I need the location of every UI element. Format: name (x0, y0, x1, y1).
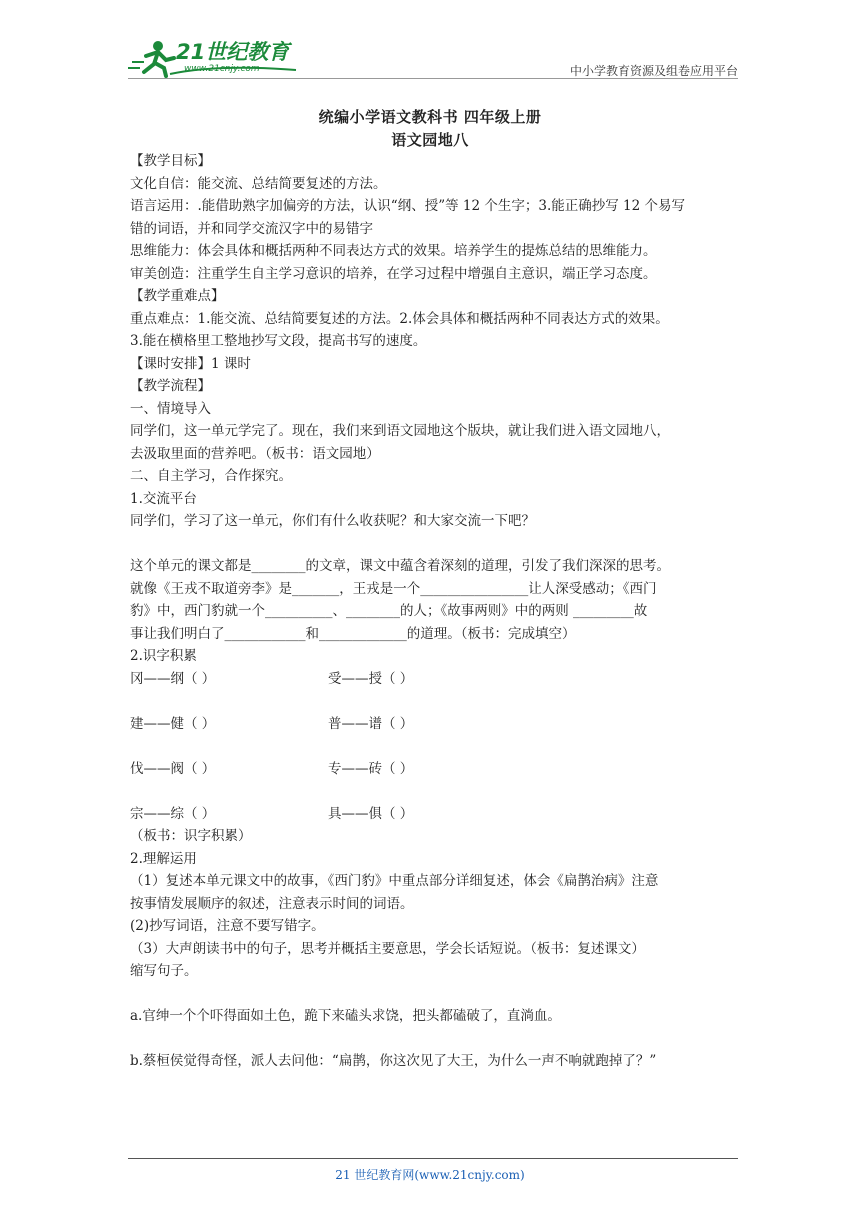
text-line: 思维能力：体会具体和概括两种不同表达方式的效果。培养学生的提炼总结的思维能力。 (130, 243, 657, 259)
footer-text: 21 世纪教育网(www.21cnjy.com) (335, 1168, 525, 1182)
char-pair-right: 受——授（ ） (328, 670, 414, 687)
blank-line (130, 983, 736, 1006)
text-line: 2.识字积累 (130, 648, 197, 664)
doc-body (130, 150, 736, 1073)
char-pair-row (130, 713, 736, 736)
char-pair-row (130, 668, 736, 691)
char-pair-row (130, 803, 736, 826)
text-line: （1）复述本单元课文中的故事，《西门豹》中重点部分详细复述，体会《扁鹊治病》注意 (130, 873, 659, 889)
text-line: 错的词语，并和同学交流汉字中的易错字 (130, 220, 373, 237)
text-line: 去汲取里面的营养吧。（板书：语文园地） (130, 445, 380, 462)
footer-divider (128, 1158, 738, 1159)
text-line: （3）大声朗读书中的句子，思考并概括主要意思，学会长话短说。（板书：复述课文） (130, 940, 645, 957)
text-line: 【课时安排】1 课时 (130, 355, 251, 372)
text-line: 二、自主学习，合作探究。 (130, 468, 292, 484)
text-line: 3.能在横格里工整地抄写文段，提高书写的速度。 (130, 333, 427, 349)
text-line: 【教学目标】 (130, 153, 211, 169)
page-header (128, 30, 738, 80)
text-line: 【教学重难点】 (130, 288, 225, 304)
text-line: 豹》中，西门豹就一个__________、________的人；《故事两则》中的两则 _________故 (130, 603, 648, 619)
char-pair-left: 冈——纲（ ） (130, 670, 216, 687)
text-line: 一、情境导入 (130, 400, 211, 417)
doc-subtitle: 语文园地八 (391, 131, 469, 149)
char-pair-left: 伐——阀（ ） (130, 760, 216, 777)
text-line: 缩写句子。 (130, 963, 198, 979)
char-pair-right: 专——砖（ ） (328, 760, 414, 777)
text-line: 就像《王戎不取道旁李》是_______，王戎是一个________________让人深受感动；《西门 (130, 580, 657, 597)
doc-title: 统编小学语文教科书 四年级上册 (318, 108, 542, 126)
char-pair-left: 宗——综（ ） (130, 805, 216, 822)
char-pair-right: 具——俱（ ） (328, 805, 414, 822)
text-line: 这个单元的课文都是________的文章，课文中蕴含着深刻的道理，引发了我们深深的思考。 (130, 558, 670, 574)
text-line: （板书：识字积累） (130, 828, 252, 844)
char-pair-right: 普——谱（ ） (328, 715, 414, 732)
header-platform-text: 中小学教育资源及组卷应用平台 (569, 64, 738, 78)
text-line: a.官绅一个个吓得面如土色，跪下来磕头求饶，把头都磕破了，直淌血。 (130, 1008, 561, 1024)
blank-line (130, 690, 736, 713)
text-line: 1.交流平台 (130, 490, 197, 507)
text-line: 事让我们明白了____________和_____________的道理。（板书：完成填空） (130, 625, 576, 642)
text-line: (2)抄写词语，注意不要写错字。 (130, 918, 325, 934)
text-line: 同学们，学习了这一单元，你们有什么收获呢？和大家交流一下吧？ (130, 513, 535, 529)
char-pair-left: 建——健（ ） (130, 715, 216, 732)
blank-line (130, 735, 736, 758)
logo-url: www.21cnjy.com (184, 64, 260, 74)
text-line: 同学们，这一单元学完了。现在，我们来到语文园地这个版块，就让我们进入语文园地八， (130, 423, 670, 439)
text-line: b.蔡桓侯觉得奇怪，派人去问他：“扁鹊，你这次见了大王，为什么一声不响就跑掉了？” (130, 1053, 657, 1069)
text-line: 文化自信：能交流、总结简要复述的方法。 (130, 175, 387, 192)
text-line: 【教学流程】 (130, 378, 211, 394)
blank-line (130, 780, 736, 803)
blank-line (130, 1028, 736, 1051)
text-line: 重点难点：1.能交流、总结简要复述的方法。2.体会具体和概括两种不同表达方式的效果。 (130, 310, 669, 327)
text-line: 2.理解运用 (130, 850, 197, 867)
text-line: 审美创造：注重学生自主学习意识的培养，在学习过程中增强自主意识，端正学习态度。 (130, 265, 657, 282)
char-pair-row (130, 758, 736, 781)
blank-line (130, 533, 736, 556)
text-line: 按事情发展顺序的叙述，注意表示时间的词语。 (130, 895, 414, 912)
header-divider (128, 78, 738, 79)
logo-text: 21世纪教育 (176, 40, 290, 64)
text-line: 语言运用：.能借助熟字加偏旁的方法，认识“纲、授”等 12 个生字；3.能正确抄写 12 个易写 (130, 198, 685, 214)
